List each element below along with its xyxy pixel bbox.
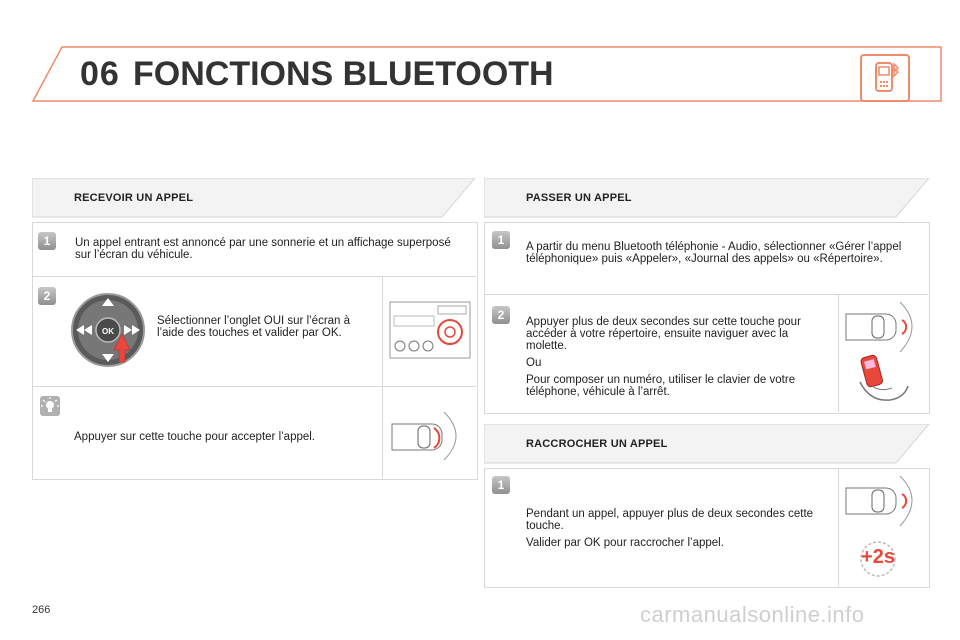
watermark: carmanualsonline.info	[640, 602, 865, 627]
mobile-phone-hand-icon	[852, 352, 912, 408]
step-badge-2: 2	[492, 306, 510, 324]
ok-label: OK	[102, 327, 114, 336]
receive-step1-text: Un appel entrant est annoncé par une sonnerie et un affichage superposé sur l’écran du véhicule.	[75, 237, 451, 261]
page-number: 266	[32, 604, 51, 616]
tip-lightbulb-icon	[40, 396, 62, 423]
call-step1-text: A partir du menu Bluetooth téléphonie - Audio, sélectionner «Gérer l’appel téléphonique» puis «Appeler», «Journal des appels» ou «Répertoire».	[526, 241, 902, 265]
steering-control-icon	[842, 474, 926, 530]
step-badge-1: 1	[492, 231, 510, 249]
step-badge-1: 1	[492, 476, 510, 494]
direction-pad-icon	[70, 292, 146, 368]
step-badge-2: 2	[38, 287, 56, 305]
tip-text: Appuyer sur cette touche pour accepter l’appel.	[74, 431, 316, 443]
receive-step2-text: Sélectionner l’onglet OUI sur l’écran à l’aide des touches et valider par OK.	[157, 315, 351, 339]
hangup-step1-text-b: Valider par OK pour raccrocher l’appel.	[526, 537, 724, 549]
steering-control-icon	[842, 300, 926, 356]
bluetooth-phone-icon	[860, 54, 910, 102]
step-badge-1: 1	[38, 232, 56, 250]
steering-control-icon	[388, 404, 472, 468]
hold-2s-label: +2s	[861, 546, 895, 568]
section-title-hangup: RACCROCHER UN APPEL	[526, 438, 668, 450]
call-step2-text-a: Appuyer plus de deux secondes sur cette touche pour accéder à votre répertoire, ensuite naviguer avec la molette.	[526, 316, 801, 352]
hold-2s-badge	[852, 540, 902, 578]
call-step2-text-b: Pour composer un numéro, utiliser le clavier de votre téléphone, véhicule à l’arrêt.	[526, 374, 796, 398]
car-radio-icon	[388, 300, 472, 360]
page-title: FONCTIONS BLUETOOTH	[133, 55, 554, 93]
section-title-call: PASSER UN APPEL	[526, 192, 632, 204]
call-step2-or: Ou	[526, 357, 542, 369]
section-title-receive: RECEVOIR UN APPEL	[74, 192, 194, 204]
chapter-number: 06	[80, 55, 120, 93]
hangup-step1-text-a: Pendant un appel, appuyer plus de deux secondes cette touche.	[526, 508, 814, 532]
